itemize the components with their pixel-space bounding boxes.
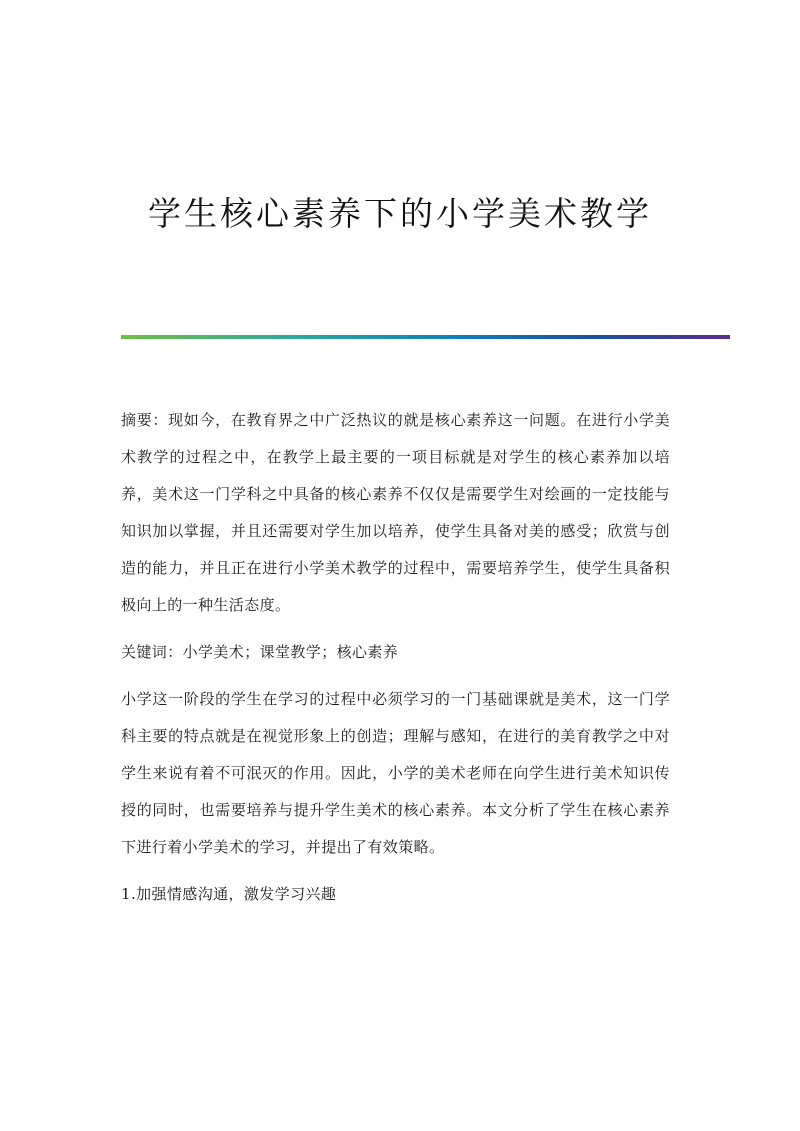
- abstract-paragraph: 摘要：现如今，在教育界之中广泛热议的就是核心素养这一问题。在进行小学美术教学的过程之中，在教学上最主要的一项目标就是对学生的核心素养加以培养，美术这一门学科之中具备的核心素养不仅仅是需要学生对绘画的一定技能与知识加以掌握，并且还需要对学生加以培养，使学生具备对美的感受；欣赏与创造的能力，并且正在进行小学美术教学的过程中，需要培养学生，使学生具备积极向上的一种生活态度。: [121, 411, 670, 614]
- section-heading: 1.加强情感沟通，激发学习兴趣: [121, 885, 337, 903]
- document-body: [121, 402, 670, 913]
- gradient-divider: [121, 335, 730, 339]
- keywords-line: 关键词：小学美术；课堂教学；核心素养: [121, 643, 399, 661]
- intro-paragraph: 小学这一阶段的学生在学习的过程中必须学习的一门基础课就是美术，这一门学科主要的特点就是在视觉形象上的创造；理解与感知，在进行的美育教学之中对学生来说有着不可泯灭的作用。因此，小学的美术老师在向学生进行美术知识传授的同时，也需要培养与提升学生美术的核心素养。本文分析了学生在核心素养下进行着小学美术的学习，并提出了有效策略。: [121, 690, 670, 856]
- document-title: 学生核心素养下的小学美术教学: [148, 194, 652, 233]
